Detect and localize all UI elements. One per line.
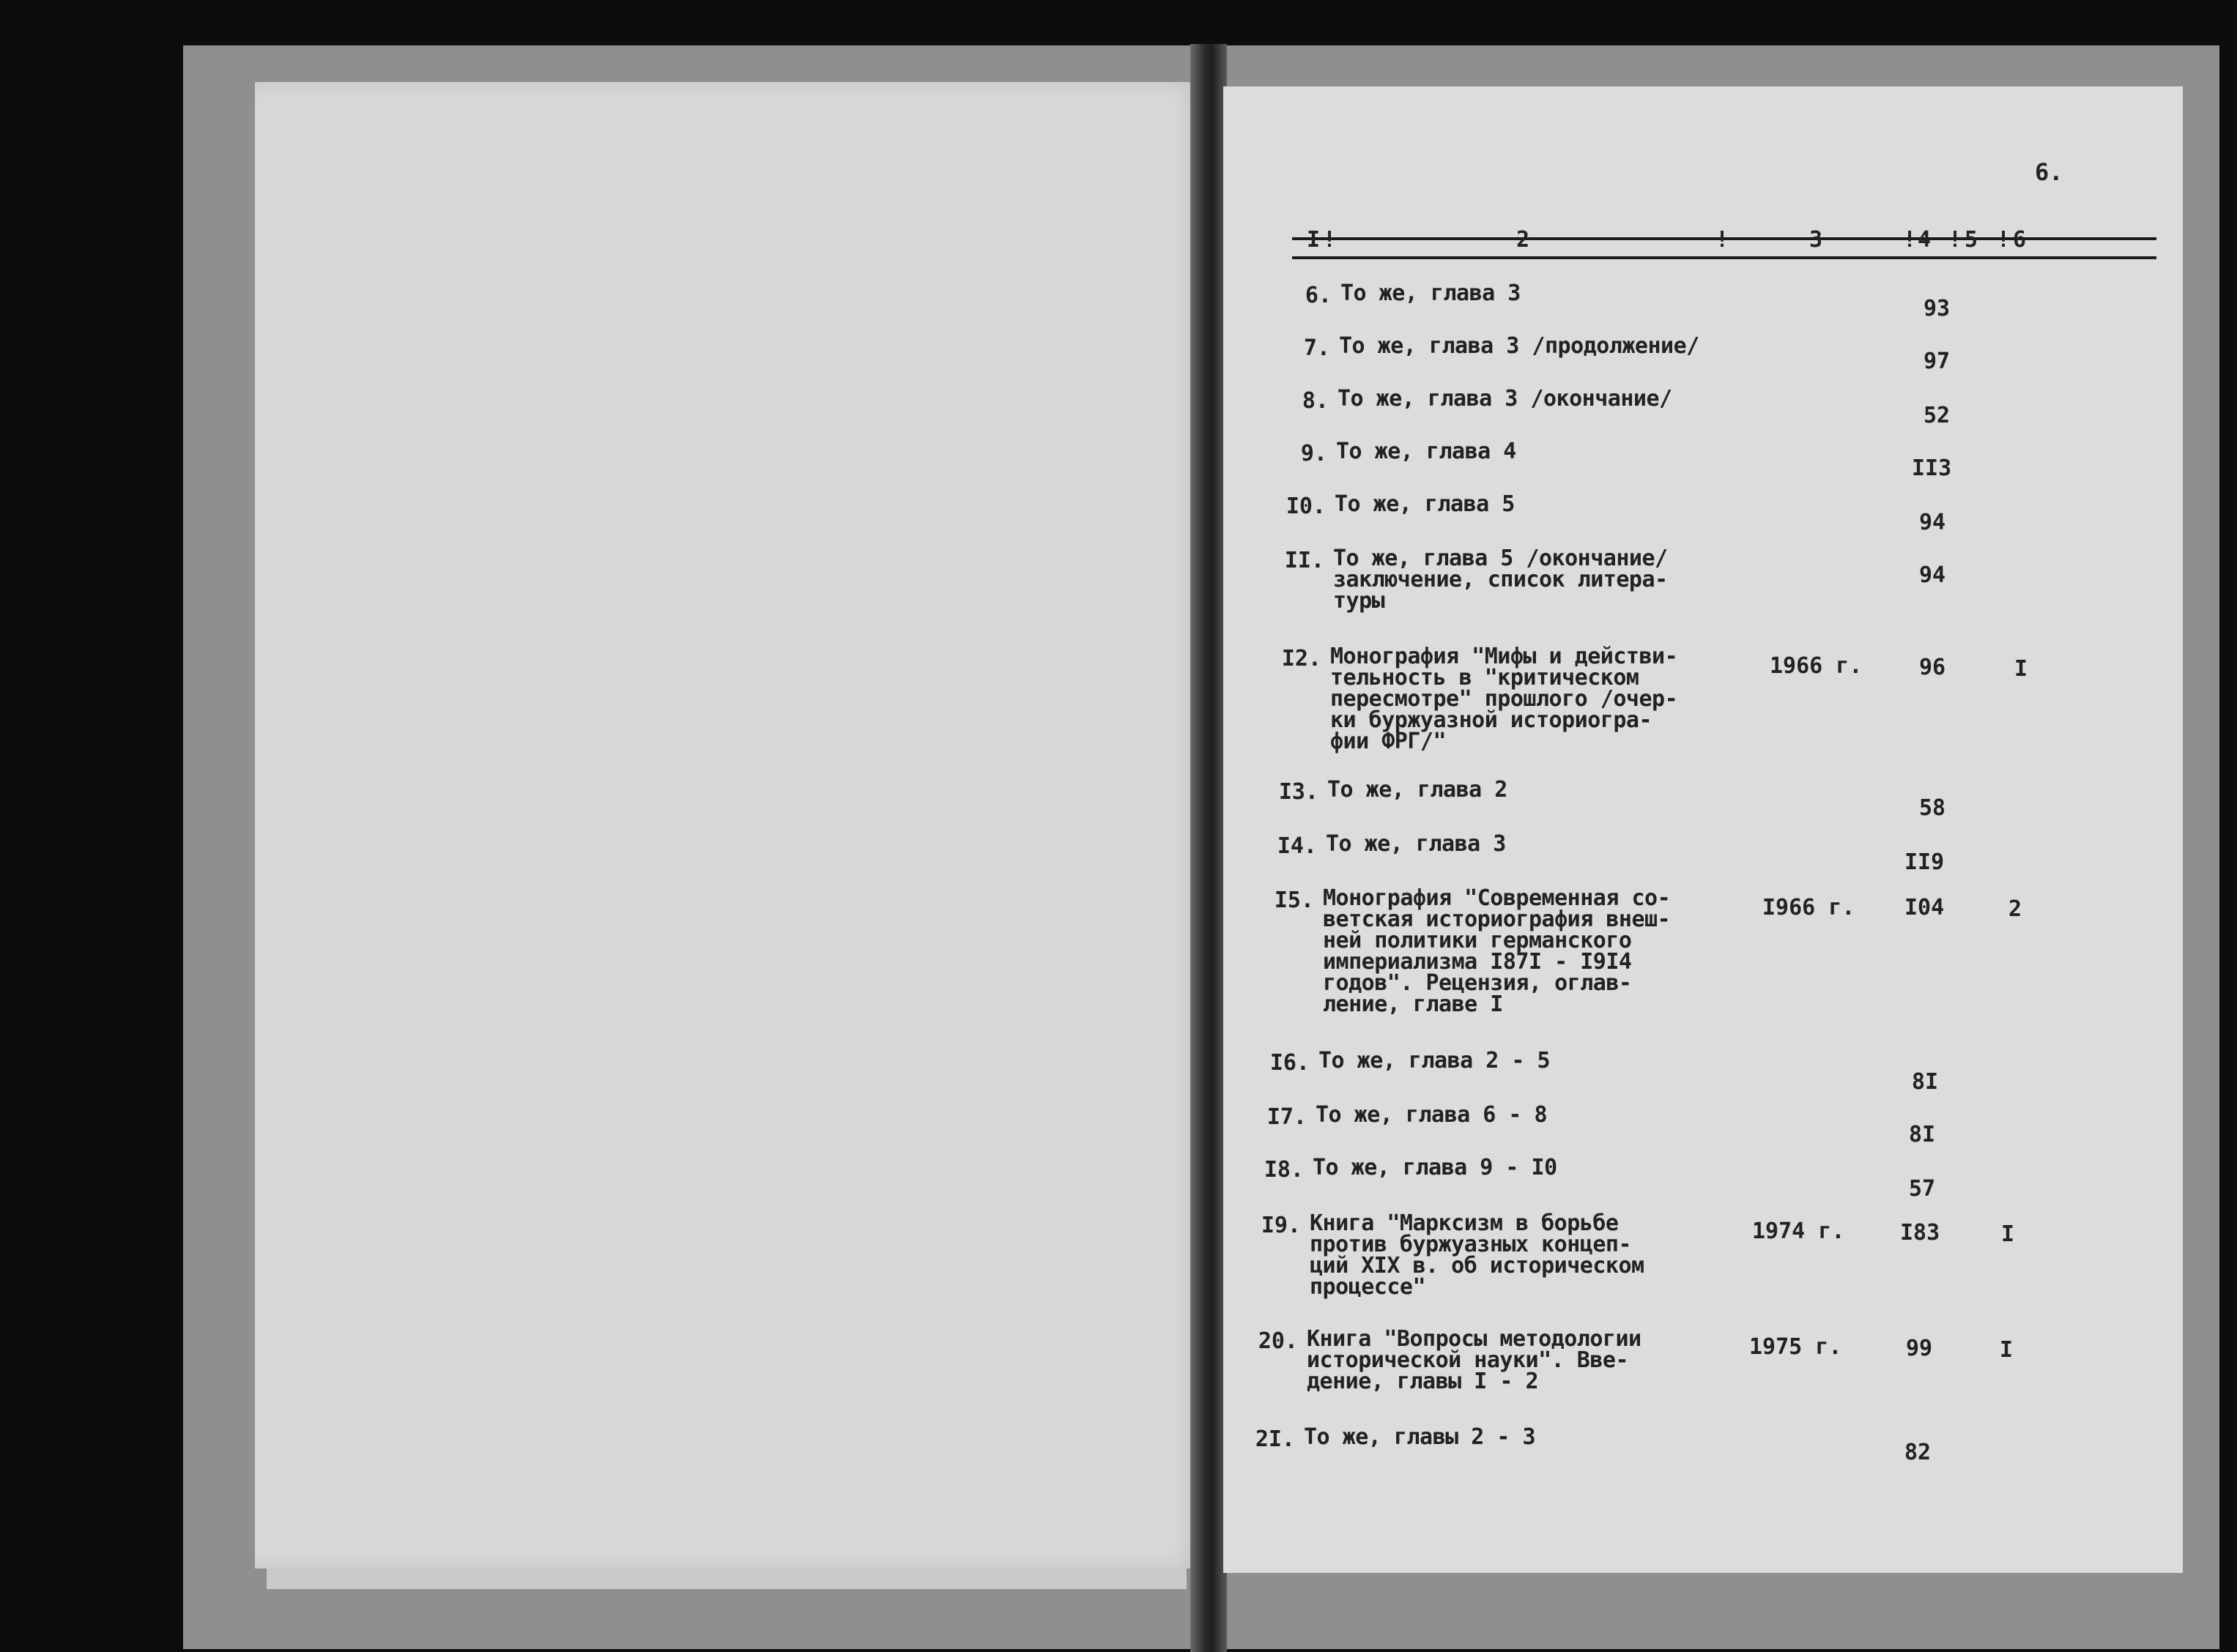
col-header-2: 2 — [1516, 227, 1530, 253]
row-title: То же, глава 5 — [1335, 491, 1515, 517]
col-header-sep-3: ! — [1903, 227, 1917, 253]
row-title: То же, глава 3 — [1326, 831, 1506, 857]
row-title: То же, глава 3 /продолжение/ — [1339, 333, 1699, 359]
row-number: 20. — [1258, 1328, 1298, 1354]
row-pages: 99 — [1906, 1336, 1933, 1361]
row-title: То же, главы 2 - 3 — [1304, 1424, 1536, 1450]
row-number: II. — [1284, 548, 1324, 573]
row-year: 1975 г. — [1749, 1334, 1842, 1360]
row-title: То же, глава 2 - 5 — [1318, 1048, 1551, 1074]
row-number: I9. — [1261, 1213, 1301, 1238]
row-pages: 8I — [1909, 1122, 1936, 1147]
row-number: 9. — [1300, 441, 1327, 466]
row-year: 1966 г. — [1770, 653, 1863, 679]
col-header-3: 3 — [1809, 227, 1823, 253]
col-header-sep-4: ! — [1948, 227, 1962, 253]
col-header-6: 6 — [2013, 227, 2027, 253]
row-count: I — [2000, 1337, 2014, 1363]
row-number: I0. — [1286, 494, 1326, 519]
col-header-5: 5 — [1965, 227, 1978, 253]
row-pages: 94 — [1919, 510, 1946, 535]
row-pages: 97 — [1923, 349, 1951, 374]
col-header-4: 4 — [1918, 227, 1932, 253]
row-pages: 93 — [1923, 296, 1951, 321]
row-pages: II9 — [1904, 849, 1945, 875]
row-title: Монография "Мифы и действи- тельность в "критическом пересмотре" прошлого /очер- ки буржуазной историогра- фии ФРГ/" — [1330, 644, 1678, 754]
row-number: I7. — [1266, 1104, 1307, 1130]
row-pages: II3 — [1912, 455, 1952, 481]
row-number: I2. — [1281, 646, 1321, 671]
row-title: То же, глава 6 - 8 — [1316, 1102, 1548, 1128]
row-number: I8. — [1264, 1157, 1304, 1183]
row-pages: I04 — [1904, 895, 1945, 920]
row-pages: I83 — [1900, 1220, 1940, 1246]
col-header-sep-1: ! — [1323, 227, 1337, 253]
row-number: 7. — [1303, 335, 1330, 361]
row-title: Монография "Современная со- ветская историография внеш- ней политики германского империализма I87I - I9I4 годов". Рецензия, оглав- ление, главе I — [1323, 885, 1671, 1017]
table-header-line — [1292, 256, 2156, 259]
col-header-1: I — [1307, 227, 1321, 253]
row-count: 2 — [2008, 896, 2022, 922]
row-count: I — [2001, 1221, 2015, 1247]
row-pages: 58 — [1919, 795, 1946, 821]
row-number: I5. — [1274, 888, 1314, 913]
row-number: I6. — [1269, 1050, 1310, 1076]
row-pages: 52 — [1923, 403, 1951, 428]
right-page — [1223, 86, 2183, 1573]
row-number: I3. — [1278, 779, 1318, 805]
row-number: 8. — [1302, 388, 1329, 414]
row-title: То же, глава 9 - I0 — [1313, 1155, 1557, 1180]
row-number: 2I. — [1255, 1426, 1295, 1452]
row-title: То же, глава 4 — [1336, 439, 1516, 464]
row-pages: 57 — [1909, 1176, 1936, 1202]
binding-spine — [1190, 44, 1227, 1652]
row-year: 1974 г. — [1752, 1218, 1845, 1244]
row-title: То же, глава 3 — [1340, 280, 1521, 306]
row-pages: 94 — [1919, 562, 1946, 588]
row-title: То же, глава 5 /окончание/ заключение, список литера- туры — [1333, 546, 1668, 614]
row-pages: 82 — [1904, 1440, 1932, 1465]
page-number: 6. — [2035, 158, 2063, 186]
row-year: I966 г. — [1762, 895, 1855, 920]
row-pages: 8I — [1912, 1069, 1939, 1095]
row-title: Книга "Марксизм в борьбе против буржуазных концеп- ций XIX в. об историческом процессе" — [1310, 1210, 1644, 1300]
col-header-sep-5: ! — [1997, 227, 2011, 253]
row-title: Книга "Вопросы методологии исторической науки". Вве- дение, главы I - 2 — [1307, 1326, 1641, 1394]
row-number: 6. — [1305, 283, 1332, 308]
row-title: То же, глава 2 — [1327, 777, 1507, 803]
row-pages: 96 — [1919, 655, 1946, 680]
row-title: То же, глава 3 /окончание/ — [1338, 386, 1672, 412]
row-count: I — [2014, 656, 2028, 682]
col-header-sep-2: ! — [1715, 227, 1729, 253]
left-blank-page — [255, 82, 1201, 1569]
row-number: I4. — [1277, 833, 1317, 859]
